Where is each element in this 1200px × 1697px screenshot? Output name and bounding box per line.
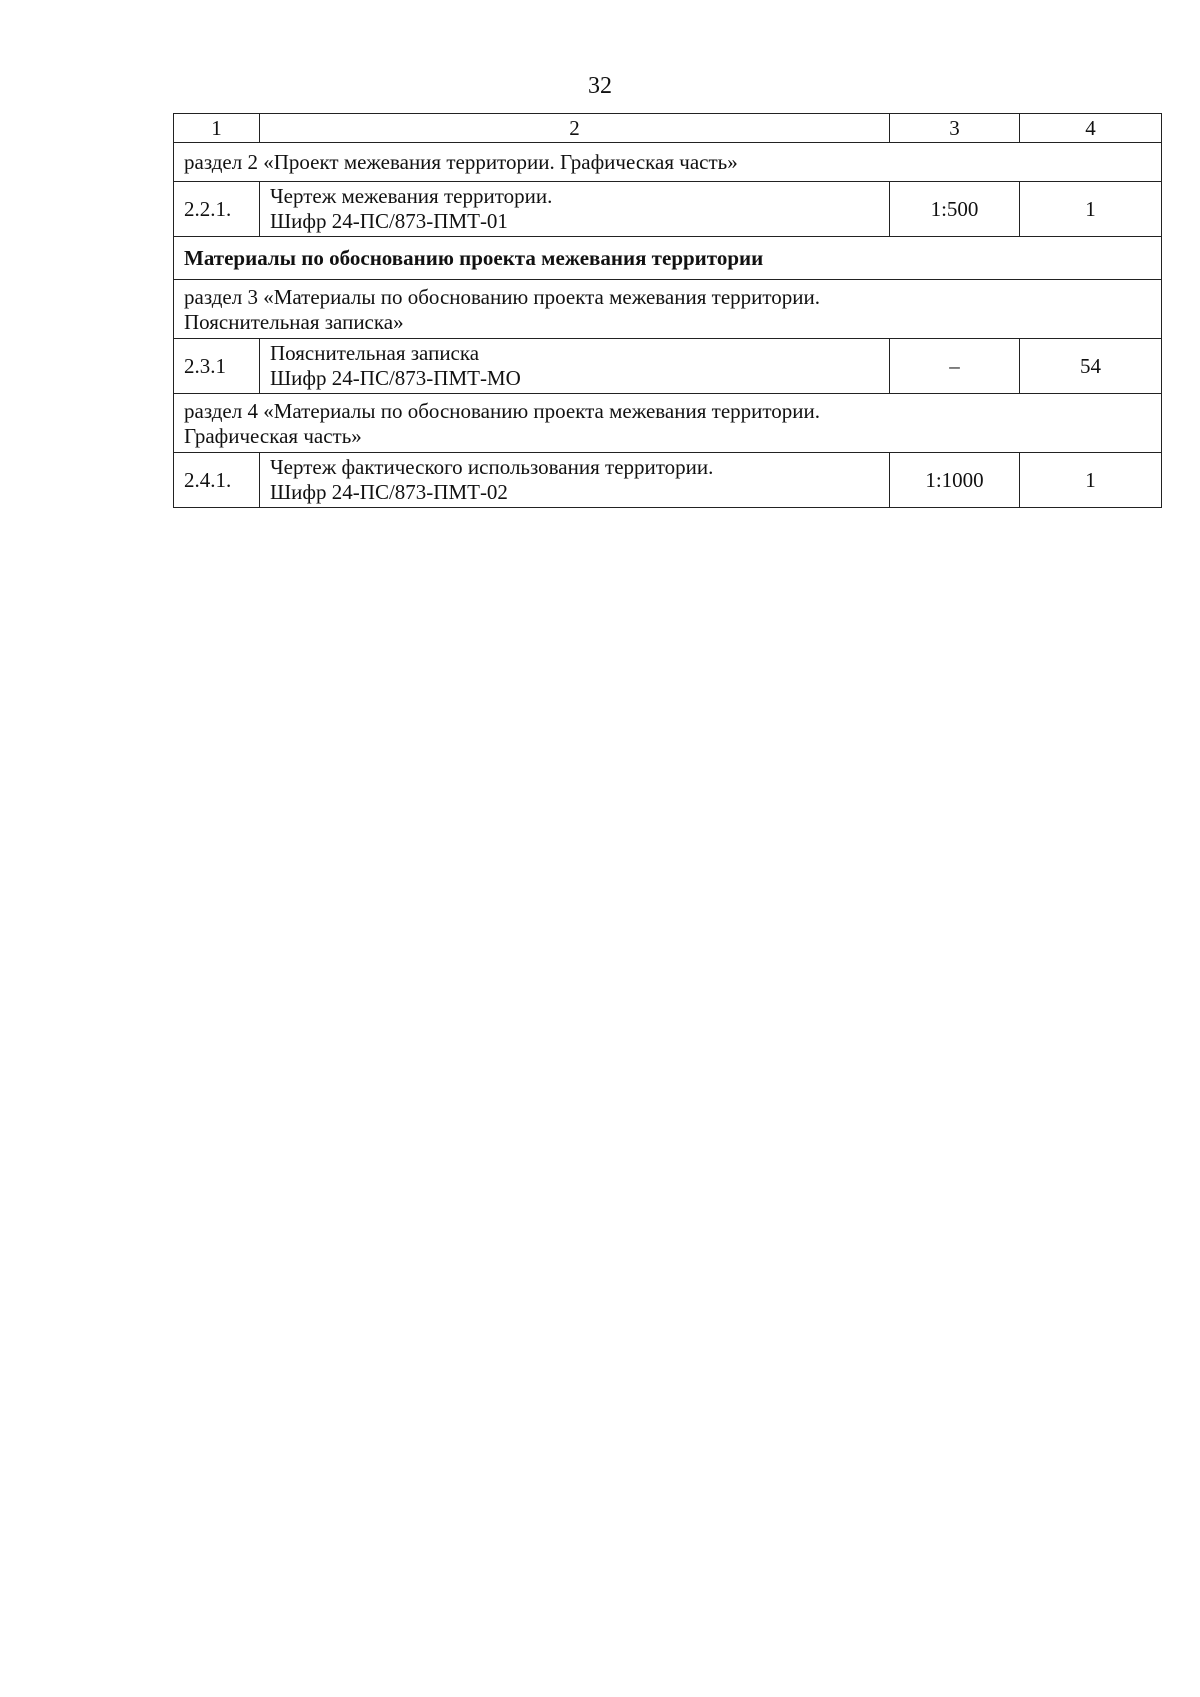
section-title <box>174 143 1162 182</box>
table-row <box>174 339 1162 394</box>
item-name-line: Шифр 24-ПС/873-ПМТ-02 <box>270 480 508 504</box>
page-number: 32 <box>588 73 612 99</box>
item-quantity: 1 <box>1020 182 1162 237</box>
header-cell: 4 <box>1020 114 1162 143</box>
table-row <box>174 237 1162 280</box>
item-name-line: Шифр 24-ПС/873-ПМТ-МО <box>270 366 521 390</box>
table-row <box>174 394 1162 453</box>
table-row <box>174 143 1162 182</box>
header-cell: 2 <box>260 114 890 143</box>
table-row <box>174 182 1162 237</box>
item-name-line: Шифр 24-ПС/873-ПМТ-01 <box>270 209 508 233</box>
item-name <box>260 339 890 394</box>
item-quantity: 54 <box>1020 339 1162 394</box>
document-table <box>173 113 1162 508</box>
item-scale: 1:1000 <box>890 453 1020 508</box>
section-title <box>174 280 1162 339</box>
section-title <box>174 394 1162 453</box>
header-cell: 1 <box>174 114 260 143</box>
table-row <box>174 453 1162 508</box>
item-quantity: 1 <box>1020 453 1162 508</box>
item-name <box>260 453 890 508</box>
section-title-line: раздел 4 «Материалы по обоснованию проекта межевания территории. <box>184 399 820 423</box>
section-title-line: Пояснительная записка» <box>184 310 404 334</box>
section-title-line: раздел 2 «Проект межевания территории. Графическая часть» <box>184 149 738 174</box>
table-row <box>174 280 1162 339</box>
table-header-row <box>174 114 1162 143</box>
item-scale: 1:500 <box>890 182 1020 237</box>
header-cell: 3 <box>890 114 1020 143</box>
item-name-line: Чертеж фактического использования территории. <box>270 455 714 479</box>
item-name <box>260 182 890 237</box>
item-number: 2.2.1. <box>174 182 260 237</box>
section-title-line: Графическая часть» <box>184 424 362 448</box>
group-title: Материалы по обоснованию проекта межевания территории <box>174 237 1162 280</box>
item-name-line: Чертеж межевания территории. <box>270 184 553 208</box>
item-number: 2.3.1 <box>174 339 260 394</box>
section-title-line: раздел 3 «Материалы по обоснованию проекта межевания территории. <box>184 285 820 309</box>
item-scale: – <box>890 339 1020 394</box>
item-name-line: Пояснительная записка <box>270 341 480 365</box>
item-number: 2.4.1. <box>174 453 260 508</box>
